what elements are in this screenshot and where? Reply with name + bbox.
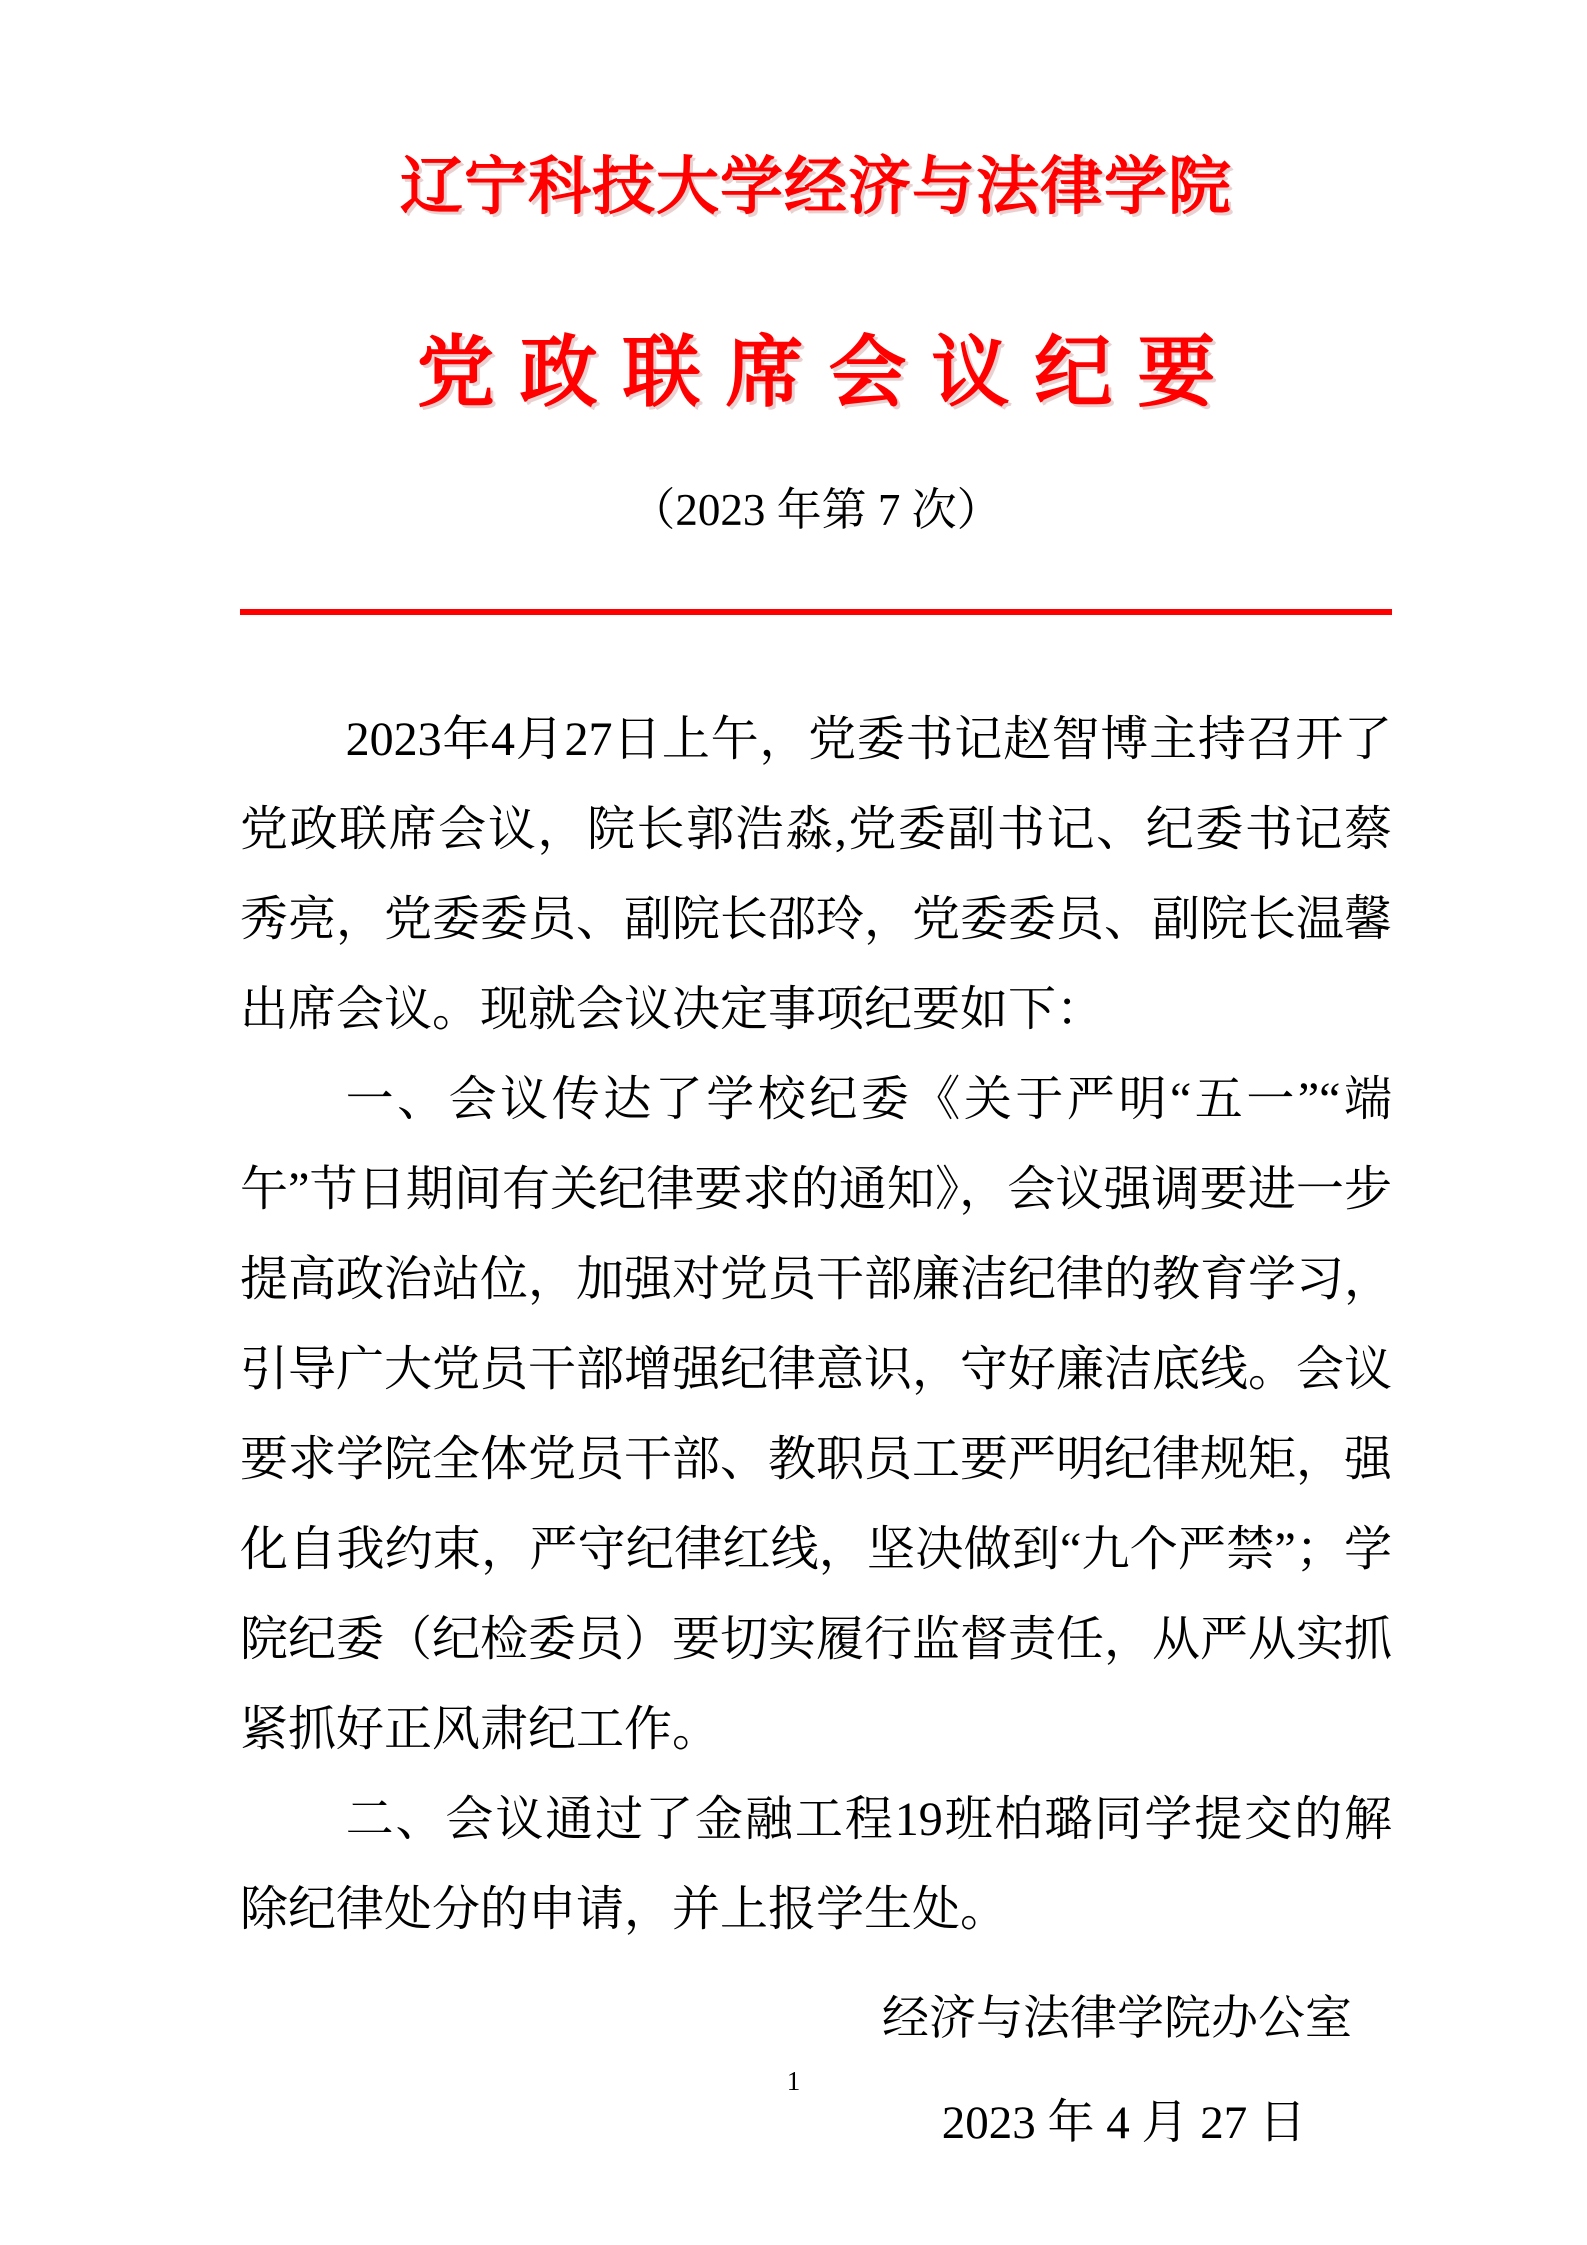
body-paragraph-1: 2023年4月27日上午，党委书记赵智博主持召开了党政联席会议，院长郭浩淼,党委副书记、纪委书记蔡秀亮，党委委员、副院长邵玲，党委委员、副院长温馨出席会议。现就会议决定事项纪要如下： <box>240 713 1393 1037</box>
body-text <box>240 695 1392 1955</box>
signature-office: 经济与法律学院办公室 <box>882 1993 1352 2046</box>
red-divider-rule <box>240 609 1392 615</box>
page-number: 1 <box>786 2065 801 2096</box>
body-paragraph-3: 二、会议通过了金融工程19班柏璐同学提交的解除纪律处分的申请，并上报学生处。 <box>240 1793 1392 1937</box>
session-subtitle: （2023 年第 7 次） <box>630 485 1002 536</box>
body-paragraph-2: 一、会议传达了学校纪委《关于严明“五一”“端午”节日期间有关纪律要求的通知》，会议强调要进一步提高政治站位，加强对党员干部廉洁纪律的教育学习，引导广大党员干部增强纪律意识，守好廉洁底线。会议要求学院全体党员干部、教职员工要严明纪律规矩，强化自我约束，严守纪律红线，坚决做到“九个严禁”；学院纪委（纪检委员）要切实履行监督责任，从严从实抓紧抓好正风肃纪工作。 <box>240 1073 1393 1757</box>
meeting-title: 党政联席会议纪要 <box>416 327 1241 416</box>
signature-date: 2023 年 4 月 27 日 <box>941 2097 1306 2150</box>
document-content <box>0 150 1587 2175</box>
university-title: 辽宁科技大学经济与法律学院 <box>400 152 1232 222</box>
